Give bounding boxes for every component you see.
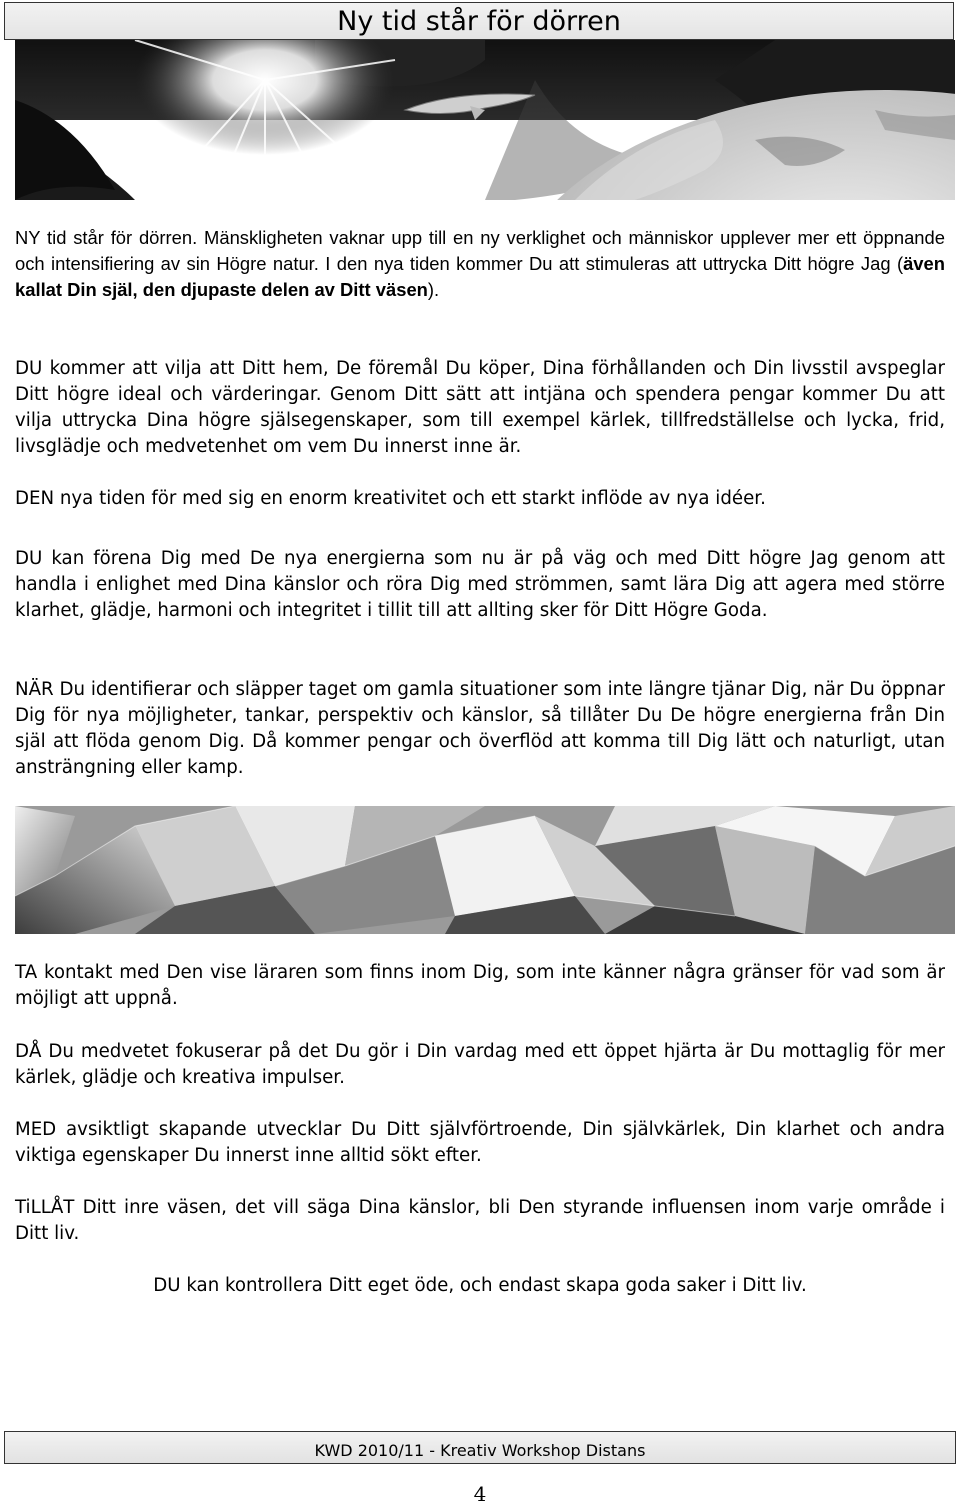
paragraph-10: DU kan kontrollera Ditt eget öde, och endast skapa goda saker i Ditt liv. [153,1275,807,1296]
paragraph-4: DU kan förena Dig med De nya energierna som nu är på väg och med Ditt högre Jag genom att handla i enlighet med Dina känslor och röra Dig med strömmen, samt lära Dig att agera med större klarhet, glädje, harmoni och integritet i tillit till att allting sker för Ditt Högre Goda. [15,548,945,621]
banner-illustration [15,40,955,200]
space-banner-image [15,40,955,200]
crystal-banner-image [15,806,955,934]
paragraph-1 [15,225,945,303]
paragraph-5: NÄR Du identifierar och släpper taget om gamla situationer som inte längre tjänar Dig, när Du öppnar Dig för nya möjligheter, tankar, perspektiv och känslor, så tillåter Du De högre energierna från Din själ att flöda genom Dig. Då kommer pengar och överflöd att komma till Dig lätt och naturligt, utan ansträngning eller kamp. [15,679,945,778]
paragraph-8: MED avsiktligt skapande utvecklar Du Ditt självförtroende, Din självkärlek, Din klarhet och andra viktiga egenskaper Du innerst inne alltid sökt efter. [15,1119,945,1166]
page-number: 4 [473,1482,487,1506]
paragraph-3: DEN nya tiden för med sig en enorm kreativitet och ett starkt inflöde av nya idéer. [15,488,766,509]
paragraph-1-text-a: NY tid står för dörren. Mänskligheten vaknar upp till en ny verklighet och människor upplever mer ett öppnande och intensifiering av sin Högre natur. I den nya tiden kommer Du att stimuleras att uttrycka Ditt högre Jag ( [15,227,945,274]
crystal-illustration [15,806,955,934]
paragraph-2: DU kommer att vilja att Ditt hem, De föremål Du köper, Dina förhållanden och Din livsstil avspeglar Ditt högre ideal och värderingar. Genom Ditt sätt att intjäna och spendera pengar kommer Du att vilja uttrycka Dina högre själsegenskaper, som till exempel kärlek, tillfredställelse och lycka, frid, livsglädje och medvetenhet om vem Du innerst inne är. [15,358,945,457]
paragraph-1-text-c: ). [427,279,440,300]
paragraph-7: DÅ Du medvetet fokuserar på det Du gör i Din vardag med ett öppet hjärta är Du mottaglig för mer kärlek, glädje och kreativa impulser. [15,1041,945,1088]
page-header [4,2,954,40]
page-title: Ny tid står för dörren [337,6,621,37]
paragraph-6: TA kontakt med Den vise läraren som finns inom Dig, som inte känner några gränser för vad som är möjligt att uppnå. [15,962,945,1009]
paragraph-1-text-bold: även kallat Din själ, den djupaste delen av Ditt väsen [15,253,945,300]
page-footer [4,1431,956,1464]
paragraph-9: TiLLÅT Ditt inre väsen, det vill säga Dina känslor, bli Den styrande influensen inom varje område i Ditt liv. [15,1197,945,1244]
footer-text: KWD 2010/11 - Kreativ Workshop Distans [314,1441,646,1460]
